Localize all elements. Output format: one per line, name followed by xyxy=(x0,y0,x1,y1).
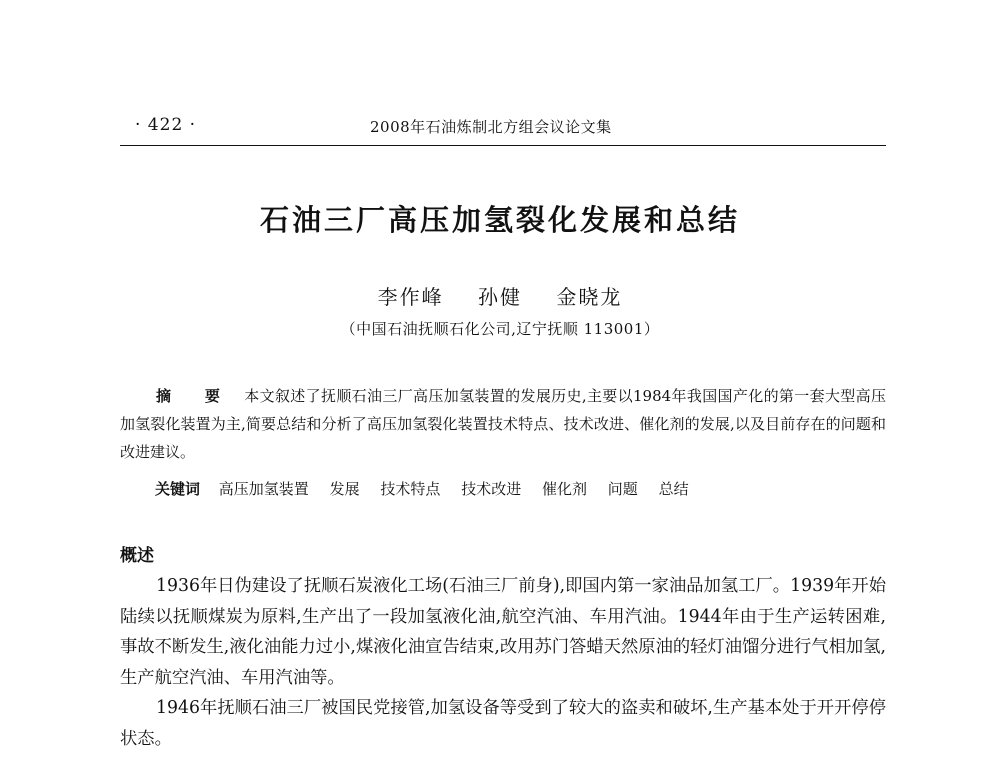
keywords xyxy=(155,478,886,499)
abstract xyxy=(120,382,886,466)
section-body xyxy=(120,571,886,754)
abstract-label: 摘 要 xyxy=(156,387,235,405)
author-name: 孙健 xyxy=(478,285,522,309)
keyword: 发展 xyxy=(329,480,360,498)
body-paragraph: 1936年日伪建设了抚顺石炭液化工场(石油三厂前身),即国内第一家油品加氢工厂。1939年开始陆续以抚顺煤炭为原料,生产出了一段加氢液化油,航空汽油、车用汽油。1944年由于生产运转困难,事故不断发生,液化油能力过小,煤液化油宣告结束,改用苏门答蜡天然原油的轻灯油馏分进行气相加氢,生产航空汽油、车用汽油等。 xyxy=(120,576,886,688)
paper-title: 石油三厂高压加氢裂化发展和总结 xyxy=(259,203,740,237)
keyword: 总结 xyxy=(658,480,689,498)
author-name: 金晓龙 xyxy=(556,285,623,309)
keywords-label: 关键词 xyxy=(155,480,201,498)
section-heading: 概述 xyxy=(120,546,154,566)
keyword: 问题 xyxy=(607,480,638,498)
author-affiliation: （中国石油抚顺石化公司,辽宁抚顺 113001） xyxy=(340,320,660,338)
keyword: 技术特点 xyxy=(380,480,441,498)
author-name: 李作峰 xyxy=(377,285,444,309)
keyword: 技术改进 xyxy=(461,480,522,498)
proceedings-title: 2008年石油炼制北方组会议论文集 xyxy=(370,118,612,136)
keyword: 高压加氢装置 xyxy=(218,480,309,498)
author-list xyxy=(0,281,1000,310)
running-header xyxy=(120,115,886,141)
page-number: · 422 · xyxy=(135,115,197,135)
body-paragraph: 1946年抚顺石油三厂被国民党接管,加氢设备等受到了较大的盗卖和破坏,生产基本处于开开停停状态。 xyxy=(120,698,886,749)
abstract-text: 本文叙述了抚顺石油三厂高压加氢装置的发展历史,主要以1984年我国国产化的第一套大型高压加氢裂化装置为主,简要总结和分析了高压加氢裂化装置技术特点、技术改进、催化剂的发展,以及目前存在的问题和改进建议。 xyxy=(120,387,886,461)
header-rule xyxy=(120,145,886,146)
keyword: 催化剂 xyxy=(541,480,587,498)
